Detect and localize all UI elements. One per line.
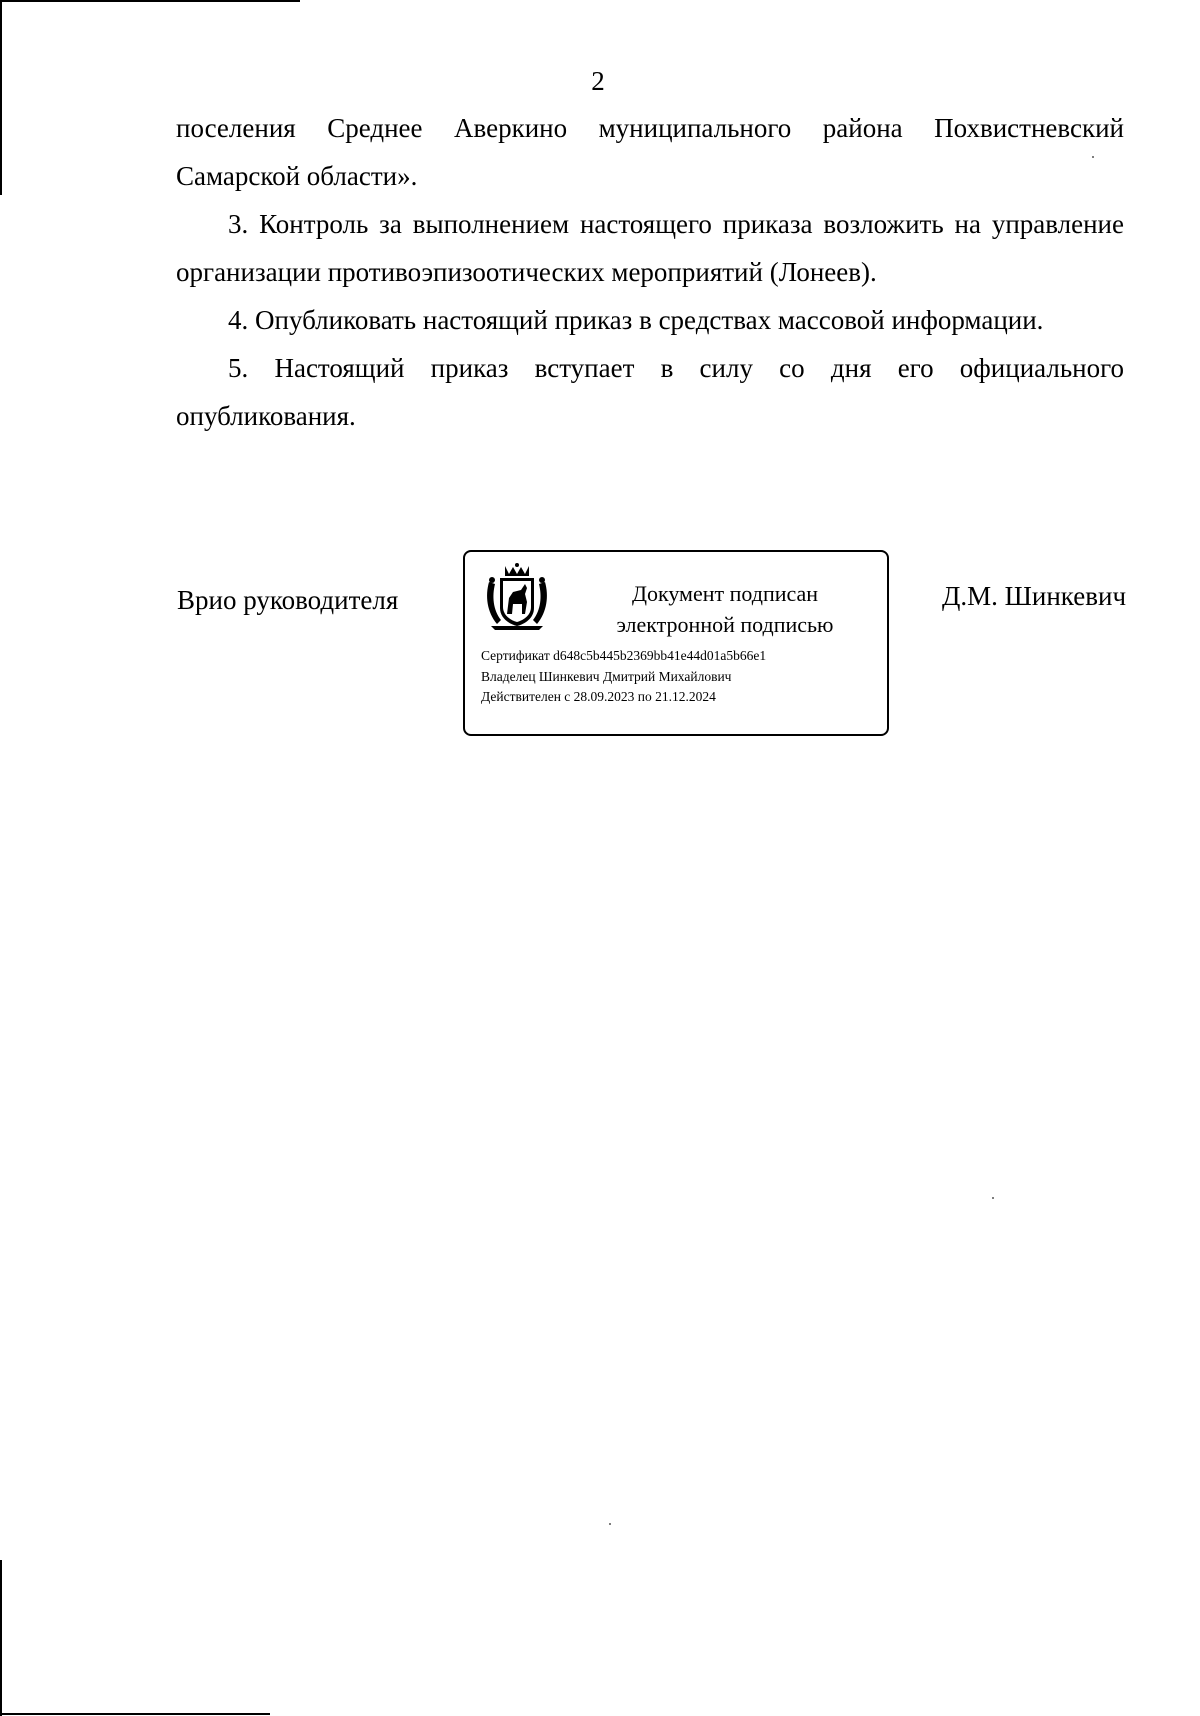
stamp-validity: Действителен с 28.09.2023 по 21.12.2024	[481, 689, 716, 704]
paragraph-item-4: 4. Опубликовать настоящий приказ в средствах массовой информации.	[228, 305, 1044, 335]
stamp-title-line-2: электронной подписью	[616, 612, 834, 637]
electronic-signature-stamp	[463, 550, 889, 736]
scan-edge-bottom	[0, 1713, 270, 1715]
document-body	[176, 104, 1124, 440]
scan-speck	[609, 1523, 611, 1525]
stamp-title	[595, 578, 855, 640]
scan-edge-left-top	[0, 0, 2, 195]
scan-edge-left-bottom	[0, 1560, 2, 1716]
signatory-name: Д.М. Шинкевич	[942, 581, 1127, 611]
stamp-details	[481, 646, 766, 708]
paragraph-item-5: 5. Настоящий приказ вступает в силу со дня его официального опубликования.	[176, 353, 1124, 431]
signatory-position: Врио руководителя	[177, 585, 399, 615]
page-number: 2	[591, 66, 605, 96]
scan-edge-top	[0, 0, 300, 2]
paragraph-continuation: поселения Среднее Аверкино муниципального района Похвистневский Самарской области».	[176, 113, 1124, 191]
stamp-owner: Владелец Шинкевич Дмитрий Михайлович	[481, 668, 732, 684]
stamp-certificate: Сертификат d648c5b445b2369bb41e44d01a5b66e1	[481, 648, 767, 663]
samara-region-coat-of-arms-icon	[483, 562, 551, 632]
paragraph-item-3: 3. Контроль за выполнением настоящего приказа возложить на управление организации противоэпизоотических мероприятий (Лонеев).	[176, 209, 1124, 287]
scan-speck	[992, 1197, 994, 1199]
stamp-title-line-1: Документ подписан	[631, 581, 819, 606]
